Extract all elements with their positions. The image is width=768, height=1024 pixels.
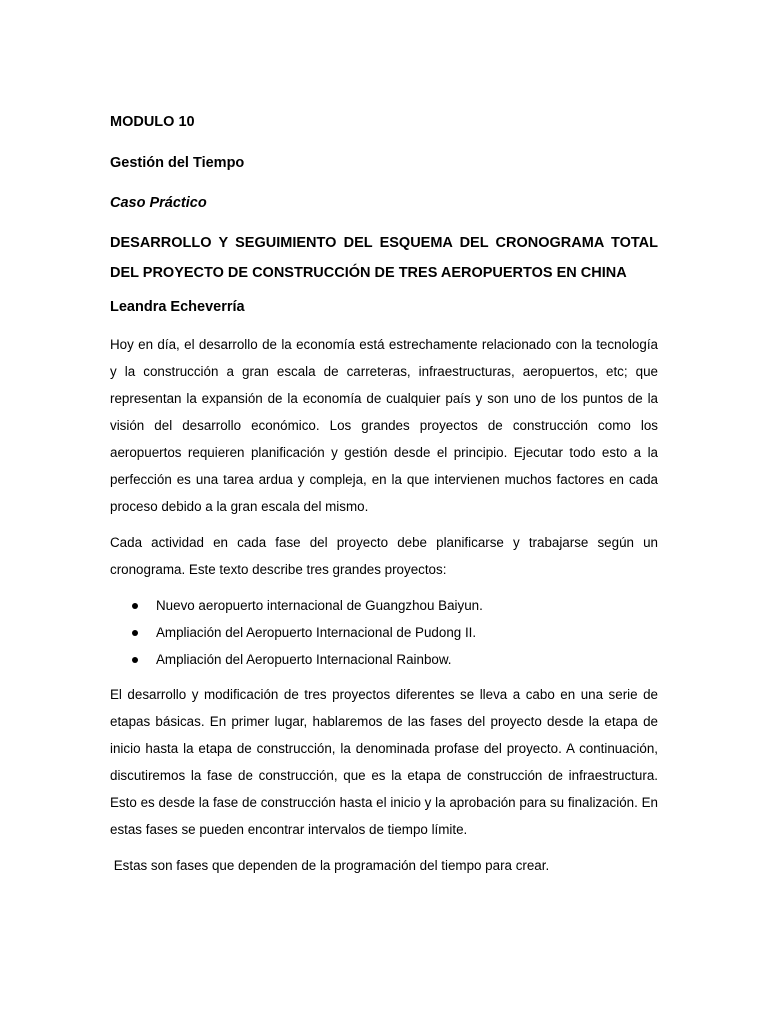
schedule-paragraph: Cada actividad en cada fase del proyecto debe planificarse y trabajarse según un cronograma. Este texto describe tres grandes proyectos: bbox=[110, 535, 658, 577]
document-title: DESARROLLO Y SEGUIMIENTO DEL ESQUEMA DEL CRONOGRAMA TOTAL DEL PROYECTO DE CONSTRUCCIÓN DE TRES AEROPUERTOS EN CHINA bbox=[110, 235, 658, 281]
document-page bbox=[110, 112, 658, 888]
bullet-icon bbox=[132, 657, 138, 663]
module-heading: MODULO 10 bbox=[110, 114, 195, 130]
intro-paragraph: Hoy en día, el desarrollo de la economía está estrechamente relacionado con la tecnología y la construcción a gran escala de carreteras, infraestructuras, aeropuertos, etc; que representan la expansión de la economía de cualquier país y son uno de los puntos de la visión del desarrollo económico. Los grandes proyectos de construcción como los aeropuertos requieren planificación y gestión desde el principio. Ejecutar todo esto a la perfección es una tarea ardua y compleja, en la que intervienen muchos factores en cada proceso debido a la gran escala del mismo. bbox=[110, 337, 658, 514]
list-item-text: Ampliación del Aeropuerto Internacional de Pudong II. bbox=[156, 625, 477, 640]
project-list bbox=[110, 592, 658, 673]
author-name: Leandra Echeverría bbox=[110, 299, 245, 315]
case-label: Caso Práctico bbox=[110, 195, 207, 211]
list-item-text: Nuevo aeropuerto internacional de Guangzhou Baiyun. bbox=[156, 598, 483, 613]
topic-heading: Gestión del Tiempo bbox=[110, 155, 245, 171]
closing-paragraph: Estas son fases que dependen de la programación del tiempo para crear. bbox=[110, 858, 550, 873]
bullet-icon bbox=[132, 630, 138, 636]
list-item bbox=[110, 646, 658, 673]
list-item-text: Ampliación del Aeropuerto Internacional Rainbow. bbox=[156, 652, 452, 667]
list-item bbox=[110, 592, 658, 619]
bullet-icon bbox=[132, 603, 138, 609]
phases-paragraph: El desarrollo y modificación de tres proyectos diferentes se lleva a cabo en una serie de etapas básicas. En primer lugar, hablaremos de las fases del proyecto desde la etapa de inicio hasta la etapa de construcción, la denominada profase del proyecto. A continuación, discutiremos la fase de construcción, que es la etapa de construcción de infraestructura. Esto es desde la fase de construcción hasta el inicio y la aprobación para su finalización. En estas fases se pueden encontrar intervalos de tiempo límite. bbox=[110, 687, 658, 837]
list-item bbox=[110, 619, 658, 646]
